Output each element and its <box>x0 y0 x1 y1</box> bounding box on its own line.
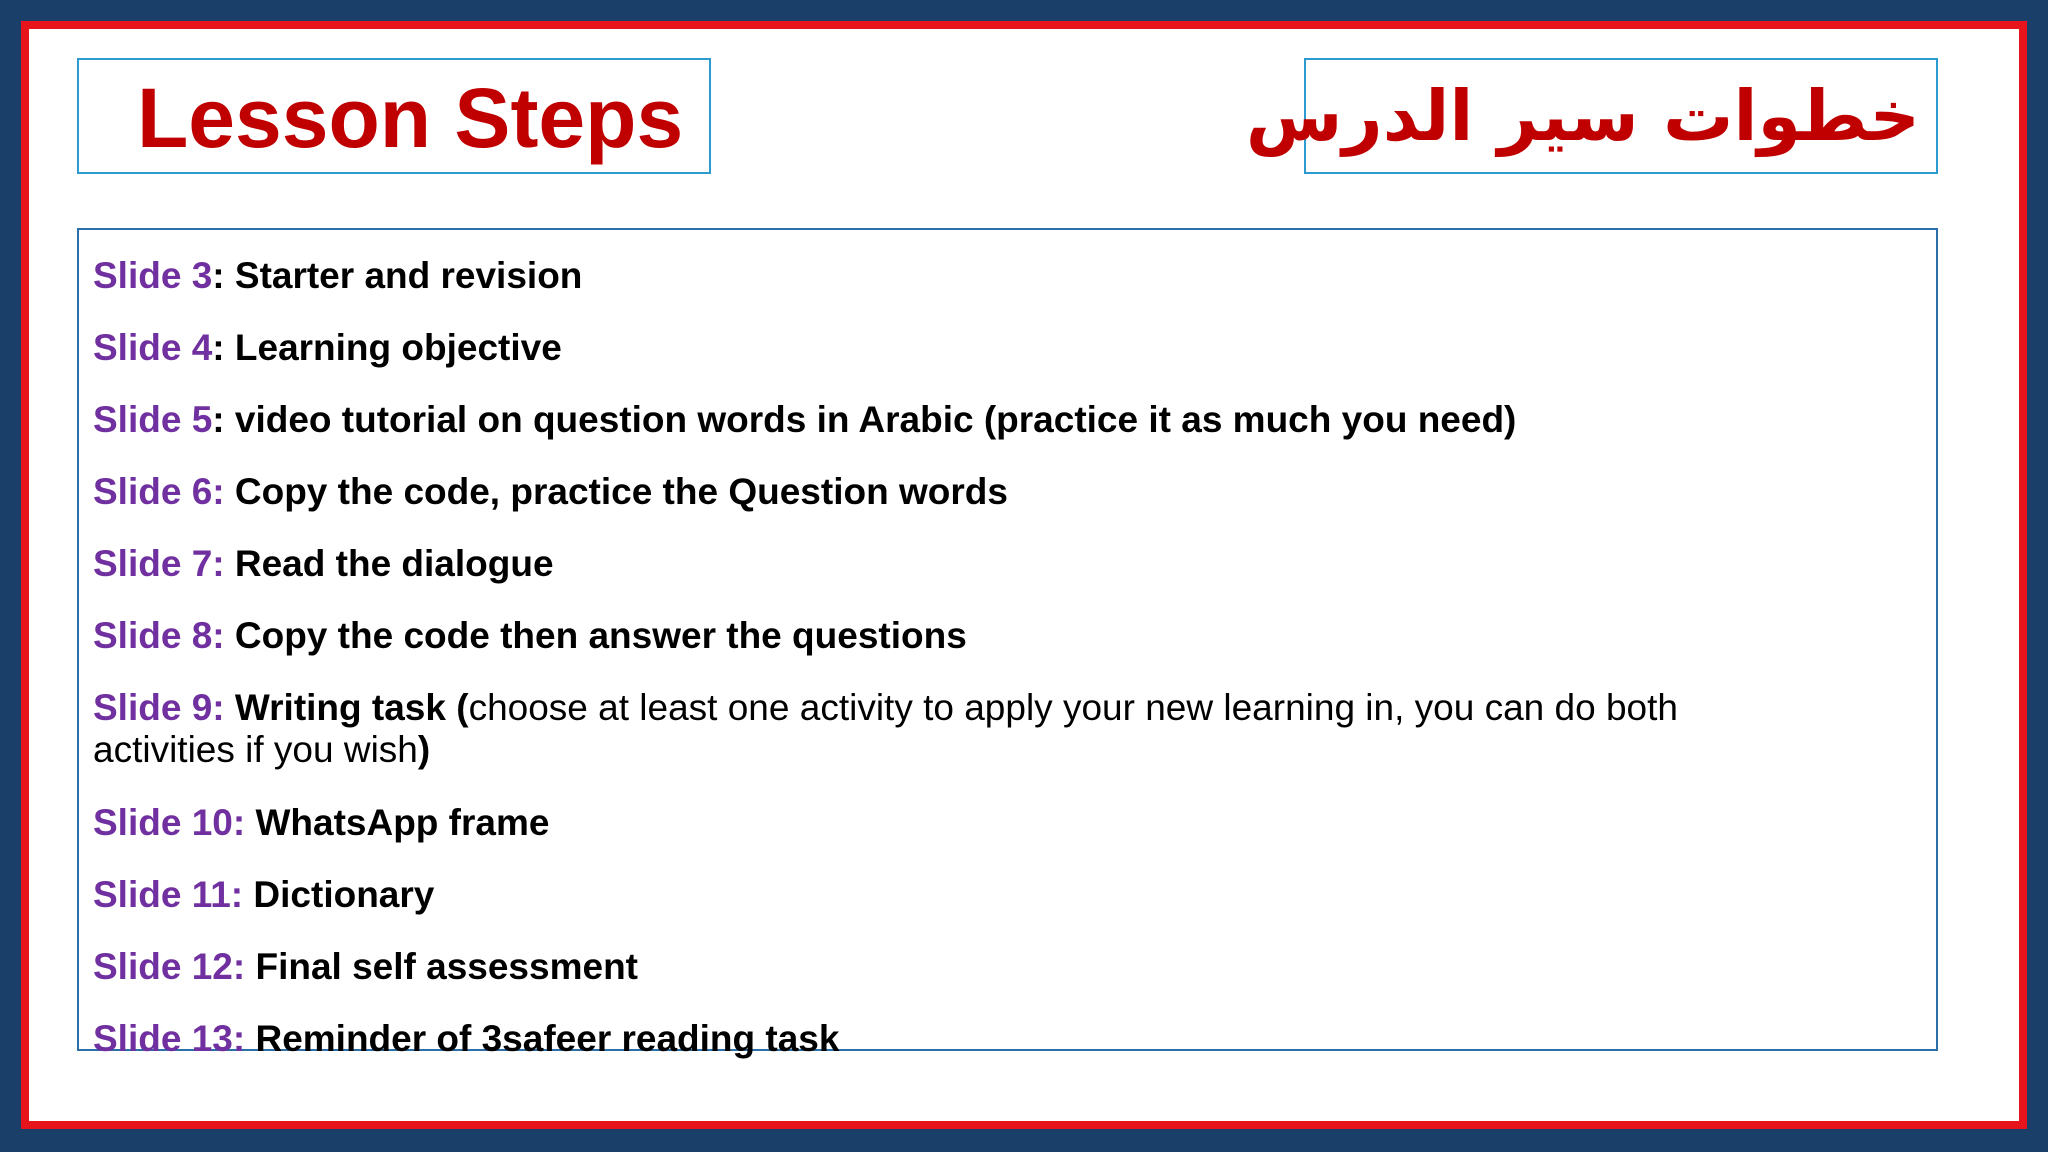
step-item <box>93 687 1816 771</box>
step-description: Copy the code then answer the questions <box>224 615 967 656</box>
step-description: Final self assessment <box>245 946 638 987</box>
step-slide-ref: Slide 11: <box>93 874 244 915</box>
step-closing-paren: ) <box>417 729 431 770</box>
step-item <box>93 946 1816 988</box>
step-slide-ref: Slide 9: <box>93 687 225 728</box>
step-slide-ref: Slide 6: <box>93 471 225 512</box>
step-description: Read the dialogue <box>224 543 554 584</box>
arabic-title: خطوات سير الدرس <box>1245 75 1920 157</box>
step-item <box>93 327 1816 369</box>
step-slide-ref: Slide 12: <box>93 946 246 987</box>
step-description: Copy the code, practice the Question words <box>224 471 1008 512</box>
step-item <box>93 471 1816 513</box>
step-description: WhatsApp frame <box>245 802 550 843</box>
step-slide-ref: Slide 8: <box>93 615 225 656</box>
step-item <box>93 874 1816 916</box>
step-item <box>93 399 1816 441</box>
step-slide-ref: Slide 3 <box>93 255 213 296</box>
step-item <box>93 615 1816 657</box>
step-slide-ref: Slide 4 <box>93 327 213 368</box>
step-separator: : <box>212 399 225 440</box>
step-slide-ref: Slide 10: <box>93 802 246 843</box>
step-item <box>93 255 1816 297</box>
step-note: choose at least one activity to apply your new learning in, you can do both activities if you wish <box>93 687 1678 770</box>
step-description: video tutorial on question words in Arabic (practice it as much you need) <box>224 399 1517 440</box>
step-separator: : <box>212 255 225 296</box>
lesson-steps-list <box>77 228 1938 1059</box>
english-title-box <box>77 58 711 174</box>
step-description: Writing task ( <box>224 687 469 728</box>
step-item <box>93 802 1816 844</box>
step-description: Starter and revision <box>224 255 583 296</box>
step-description: Learning objective <box>224 327 562 368</box>
step-description: Reminder of 3safeer reading task <box>245 1018 840 1059</box>
english-title: Lesson Steps <box>137 71 684 165</box>
step-slide-ref: Slide 5 <box>93 399 213 440</box>
step-slide-ref: Slide 13: <box>93 1018 246 1059</box>
arabic-title-box <box>1245 58 1938 174</box>
step-item <box>93 543 1816 585</box>
step-item <box>93 1018 1816 1060</box>
step-description: Dictionary <box>243 874 435 915</box>
step-separator: : <box>212 327 225 368</box>
step-slide-ref: Slide 7: <box>93 543 225 584</box>
